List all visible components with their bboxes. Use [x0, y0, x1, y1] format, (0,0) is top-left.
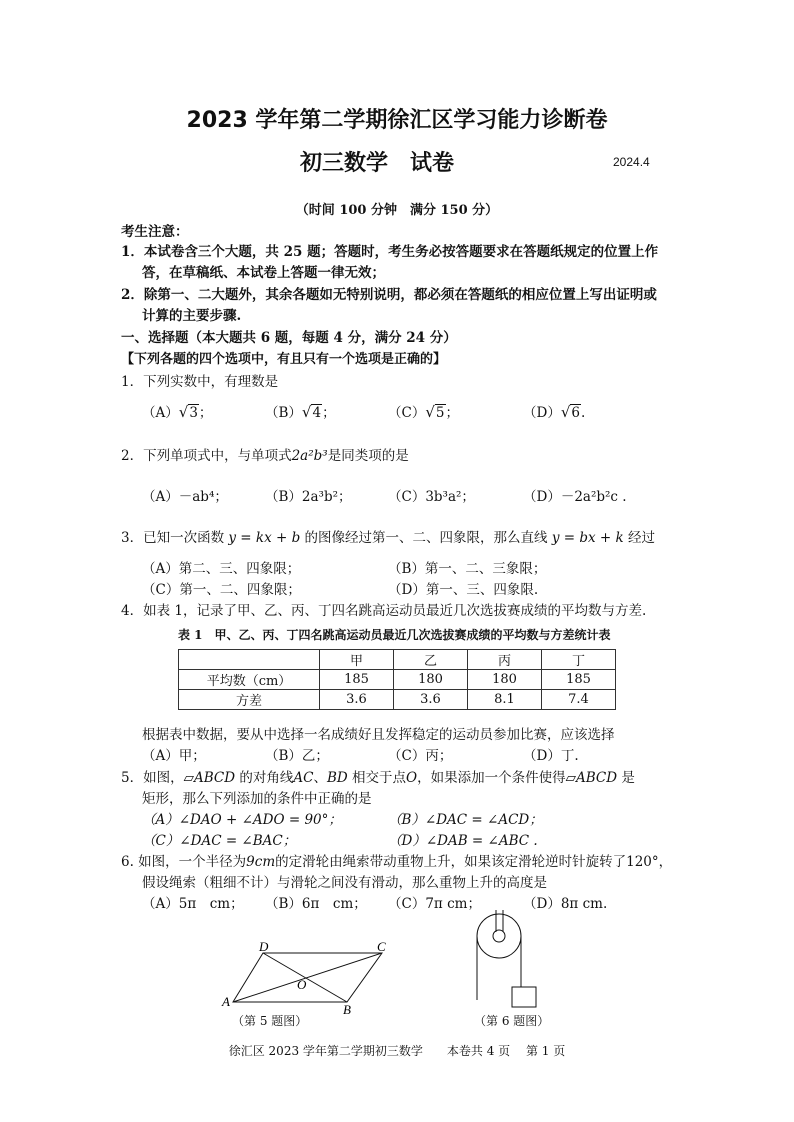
section-heading: 一、选择题（本大题共 6 题，每题 4 分，满分 24 分） — [121, 330, 457, 346]
table-header-cell: 甲 — [320, 650, 394, 670]
q2-option-b: （B）2a³b²； — [265, 489, 352, 505]
table-cell: 180 — [468, 670, 542, 690]
page-footer: 徐汇区 2023 学年第二学期初三数学 本卷共 4 页 第 1 页 — [228, 1044, 566, 1058]
vertex-label-b: B — [343, 1002, 351, 1015]
vertex-label-d: D — [259, 940, 269, 954]
q2-option-a: （A）－ab⁴； — [142, 489, 228, 505]
q1-option-b: （B）√4； — [265, 403, 336, 421]
section-instruction: 【下列各题的四个选项中，有且只有一个选项是正确的】 — [121, 352, 447, 367]
table-cell: 180 — [394, 670, 468, 690]
q2-option-d: （D）－2a²b²c . — [523, 489, 627, 505]
q1-option-d: （D）√6. — [523, 403, 586, 421]
table-header-cell: 丁 — [542, 650, 616, 670]
question-4-stem: 4．如表 1，记录了甲、乙、丙、丁四名跳高运动员最近几次选拔赛成绩的平均数与方差. — [121, 603, 647, 619]
notice-item-1-cont: 答，在草稿纸、本试卷上答题一律无效； — [142, 265, 385, 281]
table-cell: 185 — [542, 670, 616, 690]
q4-option-b: （B）乙； — [265, 748, 329, 764]
q5-option-d: （D）∠DAB = ∠ABC . — [388, 833, 538, 849]
table-header-cell — [179, 650, 320, 670]
table-cell: 3.6 — [394, 690, 468, 710]
notice-item-1: 1．本试卷含三个大题，共 25 题；答题时，考生务必按答题要求在答题纸规定的位置上作 — [121, 244, 659, 260]
q6-option-c: （C）7π cm； — [388, 896, 481, 912]
table-cell: 3.6 — [320, 690, 394, 710]
q4-option-d: （D）丁. — [523, 748, 579, 764]
question-6-stem-cont: 假设绳索（粗细不计）与滑轮之间没有滑动，那么重物上升的高度是 — [142, 875, 547, 891]
q2-option-c: （C）3b³a²； — [388, 489, 475, 505]
table-row — [179, 670, 616, 690]
q4-option-c: （C）丙； — [388, 748, 453, 764]
table-cell: 185 — [320, 670, 394, 690]
table-cell: 平均数（cm） — [179, 670, 320, 690]
q3-option-c: （C）第一、二、四象限； — [142, 582, 301, 598]
q6-option-a: （A）5π cm； — [142, 896, 244, 912]
q3-option-b: （B）第一、二、三象限； — [388, 561, 547, 577]
q5-option-c: （C）∠DAC = ∠BAC； — [142, 833, 297, 849]
table-header-row — [179, 650, 616, 670]
q1-option-c: （C）√5； — [388, 403, 459, 421]
weight-block — [512, 987, 536, 1007]
table-cell: 7.4 — [542, 690, 616, 710]
page-subtitle: 初三数学 试卷 — [300, 151, 455, 176]
page-title: 2023 学年第二学期徐汇区学习能力诊断卷 — [186, 108, 608, 133]
q6-option-d: （D）8π cm. — [523, 896, 608, 912]
table-caption: 表 1 甲、乙、丙、丁四名跳高运动员最近几次选拔赛成绩的平均数与方差统计表 — [178, 628, 611, 642]
question-3-stem: 3．已知一次函数 y = kx + b 的图像经过第一、二、四象限，那么直线 y = bx + k 经过 — [121, 530, 655, 546]
table-header-cell: 丙 — [468, 650, 542, 670]
table-row — [179, 690, 616, 710]
q3-option-d: （D）第一、三、四象限. — [388, 582, 539, 598]
figure-6-pulley — [462, 908, 552, 1013]
q3-option-a: （A）第二、三、四象限； — [142, 561, 301, 577]
q6-option-b: （B）6π cm； — [265, 896, 367, 912]
question-5-stem: 5．如图，▱ABCD 的对角线AC、BD 相交于点O，如果添加一个条件使得▱ABCD 是 — [121, 770, 635, 786]
question-2-stem: 2．下列单项式中，与单项式2a²b³是同类项的是 — [121, 448, 409, 464]
vertex-label-a: A — [222, 994, 230, 1009]
stats-table — [178, 649, 616, 710]
time-info: （时间 100 分钟 满分 150 分） — [295, 203, 499, 218]
notice-item-2-cont: 计算的主要步骤. — [142, 308, 242, 324]
q5-option-b: （B）∠DAC = ∠ACD； — [388, 812, 543, 828]
q4-option-a: （A）甲； — [142, 748, 206, 764]
question-5-stem-cont: 矩形，那么下列添加的条件中正确的是 — [142, 791, 372, 807]
notice-item-2: 2．除第一、二大题外，其余各题如无特别说明，都必须在答题纸的相应位置上写出证明或 — [121, 287, 657, 303]
notice-heading: 考生注意： — [121, 224, 189, 240]
diagonal-ac — [233, 953, 382, 1002]
question-1-stem: 1．下列实数中，有理数是 — [121, 374, 279, 390]
figure-5-parallelogram — [210, 940, 400, 1015]
figure-6-caption: （第 6 题图） — [474, 1014, 550, 1028]
exam-date: 2024.4 — [613, 155, 650, 169]
table-cell: 8.1 — [468, 690, 542, 710]
table-cell: 方差 — [179, 690, 320, 710]
table-header-cell: 乙 — [394, 650, 468, 670]
pulley-axle — [493, 930, 505, 942]
question-6-stem: 6. 如图，一个半径为9cm的定滑轮由绳索带动重物上升，如果该定滑轮逆时针旋转了120°， — [121, 854, 673, 870]
center-label-o: O — [297, 977, 307, 992]
q5-option-a: （A）∠DAO + ∠ADO = 90°； — [142, 812, 342, 828]
q1-option-a: （A）√3； — [142, 403, 213, 421]
pulley-wheel — [477, 914, 521, 958]
vertex-label-c: C — [377, 940, 386, 954]
figure-5-caption: （第 5 题图） — [232, 1014, 308, 1028]
q4-follow-text: 根据表中数据，要从中选择一名成绩好且发挥稳定的运动员参加比赛，应该选择 — [142, 727, 615, 743]
